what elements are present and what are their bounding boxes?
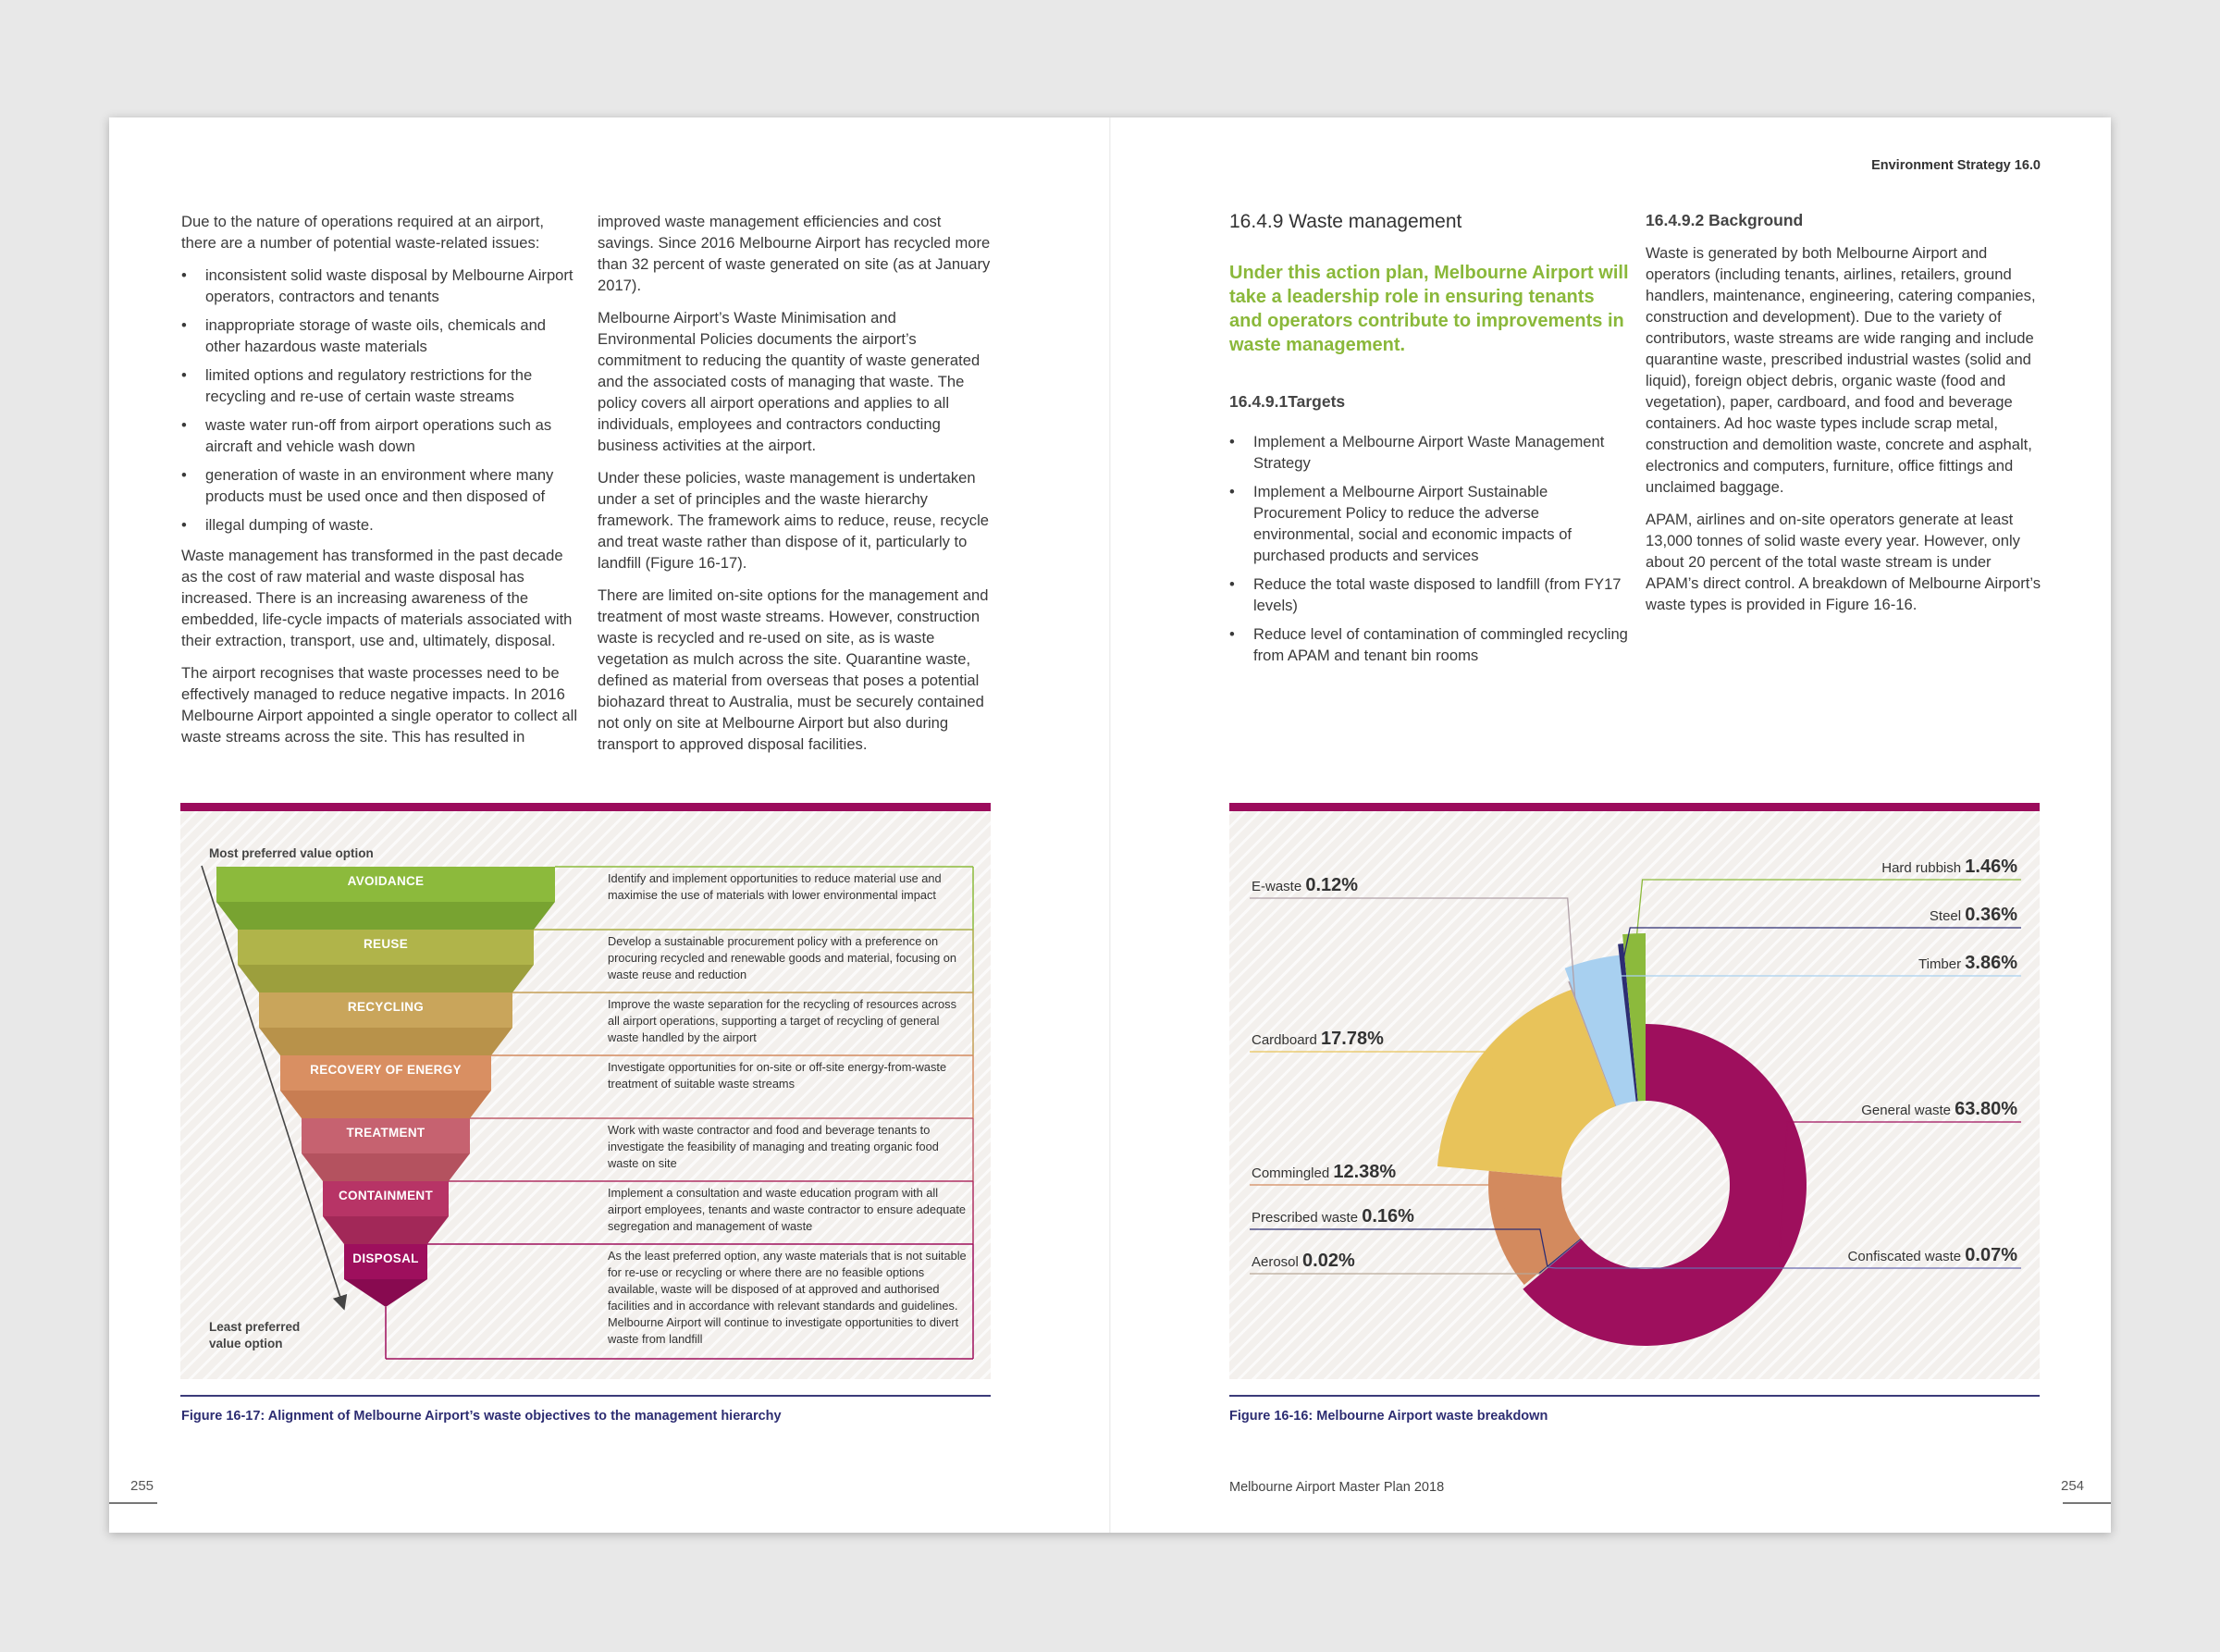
leader-line bbox=[1250, 1052, 1492, 1069]
data-label: E-waste 0.12% bbox=[1252, 875, 1359, 895]
paragraph: Melbourne Airport’s Waste Minimisation and Environmental Policies documents the airport’s commitment to reducing the quantity of waste generated and the associated costs of managing that waste. The policy covers all airport operations and applies to all individuals, employees and contractors conducting business activities at the airport. bbox=[598, 309, 980, 454]
leader-line bbox=[1596, 976, 2021, 978]
least-preferred-label-2: value option bbox=[209, 1337, 283, 1350]
data-label: Confiscated waste 0.07% bbox=[1847, 1245, 2017, 1265]
data-label: Steel 0.36% bbox=[1929, 905, 2017, 925]
data-label: Prescribed waste 0.16% bbox=[1252, 1206, 1414, 1227]
tier-description: Implement a consultation and waste education program with all airport employees, tenants and waste contractor to ensure adequate segregation and management of waste bbox=[608, 1186, 966, 1233]
data-label: Cardboard 17.78% bbox=[1252, 1029, 1384, 1049]
list-item: • Reduce the total waste disposed to landfill (from FY17 levels) bbox=[1229, 573, 1629, 616]
list-item: • Reduce level of contamination of commingled recycling from APAM and tenant bin rooms bbox=[1229, 623, 1629, 666]
targets-list bbox=[1229, 431, 1629, 666]
figure-bottom-line bbox=[180, 1395, 991, 1397]
leader-line bbox=[1250, 898, 1575, 998]
document-footer: Melbourne Airport Master Plan 2018 bbox=[1229, 1480, 1445, 1495]
left-column-2 bbox=[598, 211, 993, 766]
list-item: • limited options and regulatory restrictions for the recycling and re-use of certain waste streams bbox=[181, 364, 581, 407]
paragraph: improved waste management efficiencies and cost savings. Since 2016 Melbourne Airport has recycled more than 32 percent of waste generated on site (as at January 2017). bbox=[598, 213, 991, 294]
background-title: 16.4.9.2 Background bbox=[1646, 211, 1804, 229]
tier-label: RECOVERY OF ENERGY bbox=[310, 1063, 462, 1077]
tier-description: Improve the waste separation for the recycling of resources across all airport operations, supporting a target of recycling of general waste handled by the airport bbox=[608, 997, 956, 1044]
waste-donut-chart bbox=[1229, 811, 2040, 1379]
background-column bbox=[1646, 242, 2041, 626]
most-preferred-label: Most preferred value option bbox=[209, 846, 374, 860]
tier-label: REUSE bbox=[363, 937, 409, 951]
tier-taper bbox=[216, 902, 555, 930]
tier-taper bbox=[280, 1091, 491, 1118]
paragraph: APAM, airlines and on-site operators generate at least 13,000 tonnes of solid waste every year. However, only about 20 percent of the total waste stream is under APAM’s direct control. A breakdown of Melbourne Airport’s waste types is provided in Figure 16-16. bbox=[1646, 511, 2041, 613]
data-label: Timber 3.86% bbox=[1918, 953, 2017, 973]
lead-statement: Under this action plan, Melbourne Airport will take a leadership role in ensuring tenants and operators contribute to improvements in waste management. bbox=[1229, 263, 1629, 355]
tier-label: RECYCLING bbox=[347, 1000, 425, 1014]
list-item: • illegal dumping of waste. bbox=[181, 514, 581, 536]
issues-list bbox=[181, 265, 581, 536]
page-number-rule bbox=[109, 1502, 157, 1504]
left-column-1 bbox=[181, 211, 581, 758]
list-item: • generation of waste in an environment where many products must be used once and then disposed of bbox=[181, 464, 581, 507]
list-item: • waste water run-off from airport operations such as aircraft and vehicle wash down bbox=[181, 414, 581, 457]
page-number: 255 bbox=[130, 1478, 154, 1494]
tier-taper bbox=[238, 965, 534, 992]
figure-bottom-line bbox=[1229, 1395, 2040, 1397]
tier-label: DISPOSAL bbox=[352, 1251, 419, 1265]
data-label: Commingled 12.38% bbox=[1252, 1162, 1397, 1182]
tier-tip bbox=[344, 1279, 427, 1307]
paragraph: The airport recognises that waste processes need to be effectively managed to reduce negative impacts. In 2016 Melbourne Airport appointed a single operator to collect all waste streams across the site. This has resulted in bbox=[181, 664, 578, 746]
donut-slices bbox=[1437, 933, 1807, 1346]
tier-taper bbox=[259, 1028, 512, 1055]
tier-description: Develop a sustainable procurement policy with a preference on procuring recycled and renewable goods and material, focusing on waste reuse and reduction bbox=[608, 934, 957, 981]
tier-taper bbox=[323, 1216, 449, 1244]
data-label: Hard rubbish 1.46% bbox=[1881, 857, 2017, 877]
leader-line bbox=[1780, 1122, 2021, 1247]
tier-label: CONTAINMENT bbox=[338, 1189, 434, 1202]
figure-caption: Figure 16-16: Melbourne Airport waste breakdown bbox=[1229, 1409, 1548, 1424]
tier-description: Identify and implement opportunities to reduce material use and maximise the use of materials with lower environmental impact bbox=[608, 871, 942, 902]
data-label: General waste 63.80% bbox=[1861, 1099, 2017, 1119]
least-preferred-label: Least preferred bbox=[209, 1320, 301, 1334]
list-item: • Implement a Melbourne Airport Waste Management Strategy bbox=[1229, 431, 1629, 474]
tier-label: AVOIDANCE bbox=[347, 874, 425, 888]
tier-taper bbox=[302, 1153, 470, 1181]
list-item: • inconsistent solid waste disposal by Melbourne Airport operators, contractors and tenants bbox=[181, 265, 581, 307]
paragraph: There are limited on-site options for the management and treatment of most waste streams. However, construction waste is recycled and re-used on site, as is waste vegetation as mulch across the site. Quarantine waste, defined as material from overseas that poses a potential biohazard threat to Australia, must be securely contained not only on site at Melbourne Airport but also during transport to approved disposal facilities. bbox=[598, 586, 989, 753]
paragraph: Waste is generated by both Melbourne Airport and operators (including tenants, airlines, retailers, ground handlers, maintenance, engineering, catering companies, construction and development). Due to the variety of contributors, waste streams are wide ranging and include quarantine waste, prescribed industrial wastes (solid and liquid), foreign object debris, organic waste (food and vegetation), paper, cardboard, and food and beverage containers. Ad hoc waste types include scrap metal, construction and demolition waste, concrete and asphalt, electronics and computers, furniture, office fittings and unclaimed baggage. bbox=[1646, 244, 2036, 496]
list-item: • Implement a Melbourne Airport Sustainable Procurement Policy to reduce the adverse environmental, social and economic impacts of purchased products and services bbox=[1229, 481, 1629, 566]
page-gutter bbox=[1109, 117, 1111, 1533]
tier-description: Investigate opportunities for on-site or off-site energy-from-waste treatment of suitable waste streams bbox=[608, 1060, 947, 1091]
list-item: • inappropriate storage of waste oils, chemicals and other hazardous waste materials bbox=[181, 314, 581, 357]
data-label: Aerosol 0.02% bbox=[1252, 1251, 1355, 1271]
section-title: 16.4.9 Waste management bbox=[1229, 211, 1462, 232]
figure-top-bar bbox=[180, 803, 991, 811]
paragraph: Due to the nature of operations required at an airport, there are a number of potential waste-related issues: bbox=[181, 213, 545, 252]
targets-title: 16.4.9.1Targets bbox=[1229, 392, 1346, 411]
paragraph: Under these policies, waste management is undertaken under a set of principles and the waste hierarchy framework. The framework aims to reduce, reuse, recycle and treat waste rather than dispose of it, particularly to landfill (Figure 16-17). bbox=[598, 469, 989, 572]
hierarchy-figure bbox=[180, 811, 991, 1379]
tier-description: Work with waste contractor and food and beverage tenants to investigate the feasibility of managing and treating organic food waste on site bbox=[608, 1123, 939, 1170]
targets-column bbox=[1229, 431, 1629, 675]
running-header: Environment Strategy 16.0 bbox=[1871, 158, 2041, 173]
waste-breakdown-figure bbox=[1229, 811, 2040, 1379]
figure-caption: Figure 16-17: Alignment of Melbourne Airport’s waste objectives to the management hierarchy bbox=[181, 1409, 782, 1424]
figure-top-bar bbox=[1229, 803, 2040, 811]
page-number-rule bbox=[2063, 1502, 2111, 1504]
paragraph: Waste management has transformed in the past decade as the cost of raw material and waste disposal has increased. There is an increasing awareness of the embedded, life-cycle impacts of materials associated with their extraction, transport, use and, ultimately, disposal. bbox=[181, 547, 573, 649]
tier-description: As the least preferred option, any waste materials that is not suitable for re-use or recycling or where there are no feasible options available, waste will be disposed of at approved and authorised facilities and in accordance with relevant standards and guidelines. Melbourne Airport will continue to investigate opportunities to divert waste from landfill bbox=[608, 1249, 967, 1346]
page-number: 254 bbox=[2061, 1478, 2085, 1494]
tier-label: TREATMENT bbox=[346, 1126, 426, 1140]
